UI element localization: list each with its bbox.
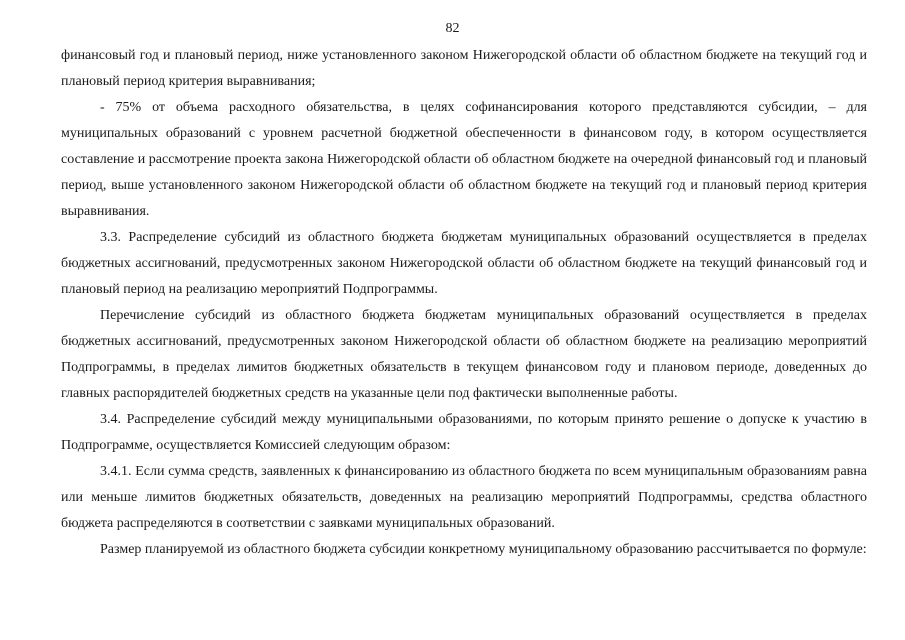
page-number: 82 xyxy=(445,21,460,36)
paragraph-section-3-4-1: 3.4.1. Если сумма средств, заявленных к финансированию из областного бюджета по всем муниципальным образованиям равна или меньше лимитов бюджетных обязательств, доведенных на реализацию мероприятий Подпрограммы, средства областного бюджета распределяются в соответствии с заявками муниципальных образований. xyxy=(61,464,867,531)
paragraph-subsidy-transfer: Перечисление субсидий из областного бюджета бюджетам муниципальных образований осуществляется в пределах бюджетных ассигнований, предусмотренных законом Нижегородской области об областном бюджете на реализацию мероприятий Подпрограммы, в пределах лимитов бюджетных обязательств в текущем финансовом году и плановом периоде, доведенных до главных распорядителей бюджетных средств на указанные цели под фактически выполненные работы. xyxy=(61,308,867,401)
paragraph-budget-continuation: финансовый год и плановый период, ниже установленного законом Нижегородской области об областном бюджете на текущий год и плановый период критерия выравнивания; xyxy=(61,48,867,89)
document-body xyxy=(61,43,867,563)
paragraph-section-3-3: 3.3. Распределение субсидий из областного бюджета бюджетам муниципальных образований осуществляется в пределах бюджетных ассигнований, предусмотренных законом Нижегородской области об областном бюджете на текущий финансовый год и плановый период на реализацию мероприятий Подпрограммы. xyxy=(61,230,867,297)
paragraph-section-3-4: 3.4. Распределение субсидий между муниципальными образованиями, по которым принято решение о допуске к участию в Подпрограмме, осуществляется Комиссией следующим образом: xyxy=(61,412,867,453)
paragraph-subsidy-formula-intro: Размер планируемой из областного бюджета субсидии конкретному муниципальному образованию рассчитывается по формуле: xyxy=(100,542,867,557)
paragraph-75-percent: - 75% от объема расходного обязательства, в целях софинансирования которого представляются субсидии, – для муниципальных образований с уровнем расчетной бюджетной обеспеченности в финансовом году, в котором осуществляется составление и рассмотрение проекта закона Нижегородской области об областном бюджете на очередной финансовый год и плановый период, выше установленного законом Нижегородской области об областном бюджете на текущий год и плановый период критерия выравнивания. xyxy=(61,100,867,219)
